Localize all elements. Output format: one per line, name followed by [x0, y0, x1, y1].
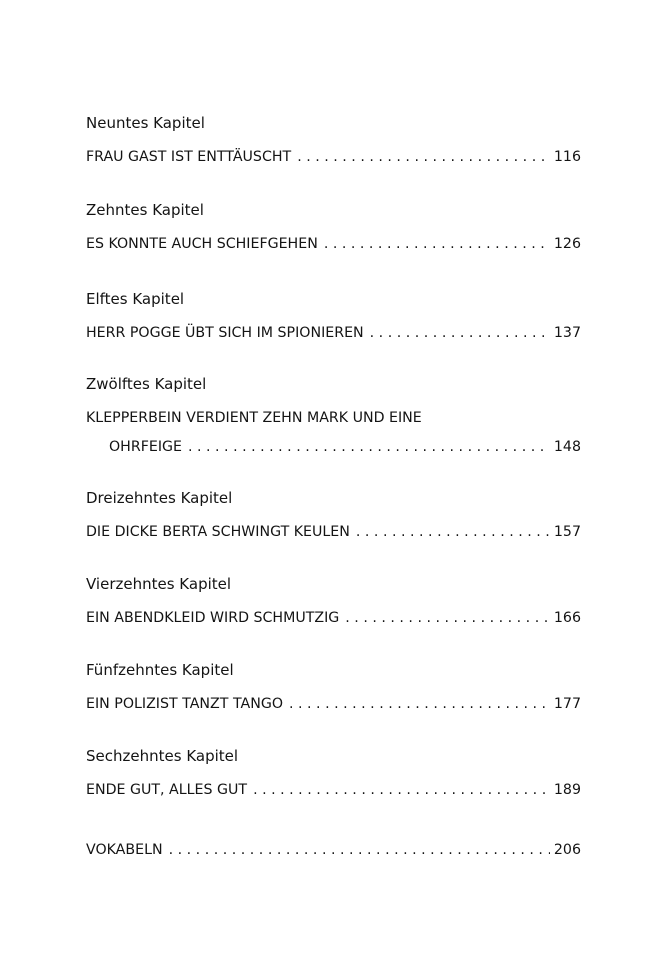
- dot-leader: [324, 234, 550, 254]
- toc-entry-chapter-10: [86, 200, 581, 254]
- page-number: 137: [553, 325, 581, 341]
- chapter-title: EIN ABENDKLEID WIRD SCHMUTZIG: [86, 610, 340, 626]
- toc-line[interactable]: [86, 840, 581, 860]
- chapter-label: Vierzehntes Kapitel: [86, 575, 232, 593]
- page-number: 166: [553, 610, 581, 626]
- chapter-title: HERR POGGE ÜBT SICH IM SPIONIEREN: [86, 325, 364, 341]
- chapter-title: EIN POLIZIST TANZT TANGO: [86, 696, 283, 712]
- toc-line[interactable]: [86, 147, 581, 167]
- chapter-label: Sechzehntes Kapitel: [86, 747, 239, 765]
- toc-line[interactable]: [86, 234, 581, 254]
- dot-leader: [370, 323, 550, 343]
- dot-leader: [188, 437, 550, 457]
- page-number: 126: [553, 236, 581, 252]
- toc-entry-chapter-15: [86, 660, 581, 714]
- chapter-label: Zehntes Kapitel: [86, 201, 204, 219]
- chapter-title: DIE DICKE BERTA SCHWINGT KEULEN: [86, 524, 350, 540]
- toc-entry-chapter-12: [86, 374, 581, 457]
- toc-line[interactable]: [86, 694, 581, 714]
- table-of-contents: [86, 113, 581, 860]
- toc-entry-vokabeln: [86, 840, 581, 860]
- chapter-label: Neuntes Kapitel: [86, 114, 205, 132]
- dot-leader: [345, 608, 550, 628]
- vokabeln-title: VOKABELN: [86, 842, 163, 858]
- toc-entry-chapter-14: [86, 574, 581, 628]
- toc-line[interactable]: [86, 323, 581, 343]
- chapter-title-line-1: KLEPPERBEIN VERDIENT ZEHN MARK UND EINE: [86, 410, 422, 426]
- chapter-label: Elftes Kapitel: [86, 290, 185, 308]
- chapter-title-line-2: OHRFEIGE: [109, 439, 182, 455]
- toc-line[interactable]: [86, 608, 581, 628]
- chapter-title: ENDE GUT, ALLES GUT: [86, 782, 248, 798]
- page-number: 206: [553, 842, 581, 858]
- dot-leader: [169, 840, 550, 860]
- toc-line[interactable]: [86, 780, 581, 800]
- chapter-label: Dreizehntes Kapitel: [86, 489, 233, 507]
- dot-leader: [356, 522, 550, 542]
- toc-entry-chapter-16: [86, 746, 581, 800]
- chapter-title: ES KONNTE AUCH SCHIEFGEHEN: [86, 236, 318, 252]
- page-number: 177: [553, 696, 581, 712]
- dot-leader: [289, 694, 550, 714]
- chapter-label: Zwölftes Kapitel: [86, 375, 207, 393]
- dot-leader: [253, 780, 550, 800]
- toc-line[interactable]: [86, 522, 581, 542]
- chapter-label: Fünfzehntes Kapitel: [86, 661, 234, 679]
- page-number: 157: [553, 524, 581, 540]
- chapter-title: FRAU GAST IST ENTTÄUSCHT: [86, 149, 292, 165]
- page-number: 116: [553, 149, 581, 165]
- toc-line-first[interactable]: [86, 408, 581, 428]
- toc-line-continuation[interactable]: [86, 437, 581, 457]
- dot-leader: [297, 147, 550, 167]
- page-number: 148: [553, 439, 581, 455]
- toc-entry-chapter-11: [86, 289, 581, 343]
- page-number: 189: [553, 782, 581, 798]
- toc-entry-chapter-13: [86, 488, 581, 542]
- toc-entry-chapter-9: [86, 113, 581, 167]
